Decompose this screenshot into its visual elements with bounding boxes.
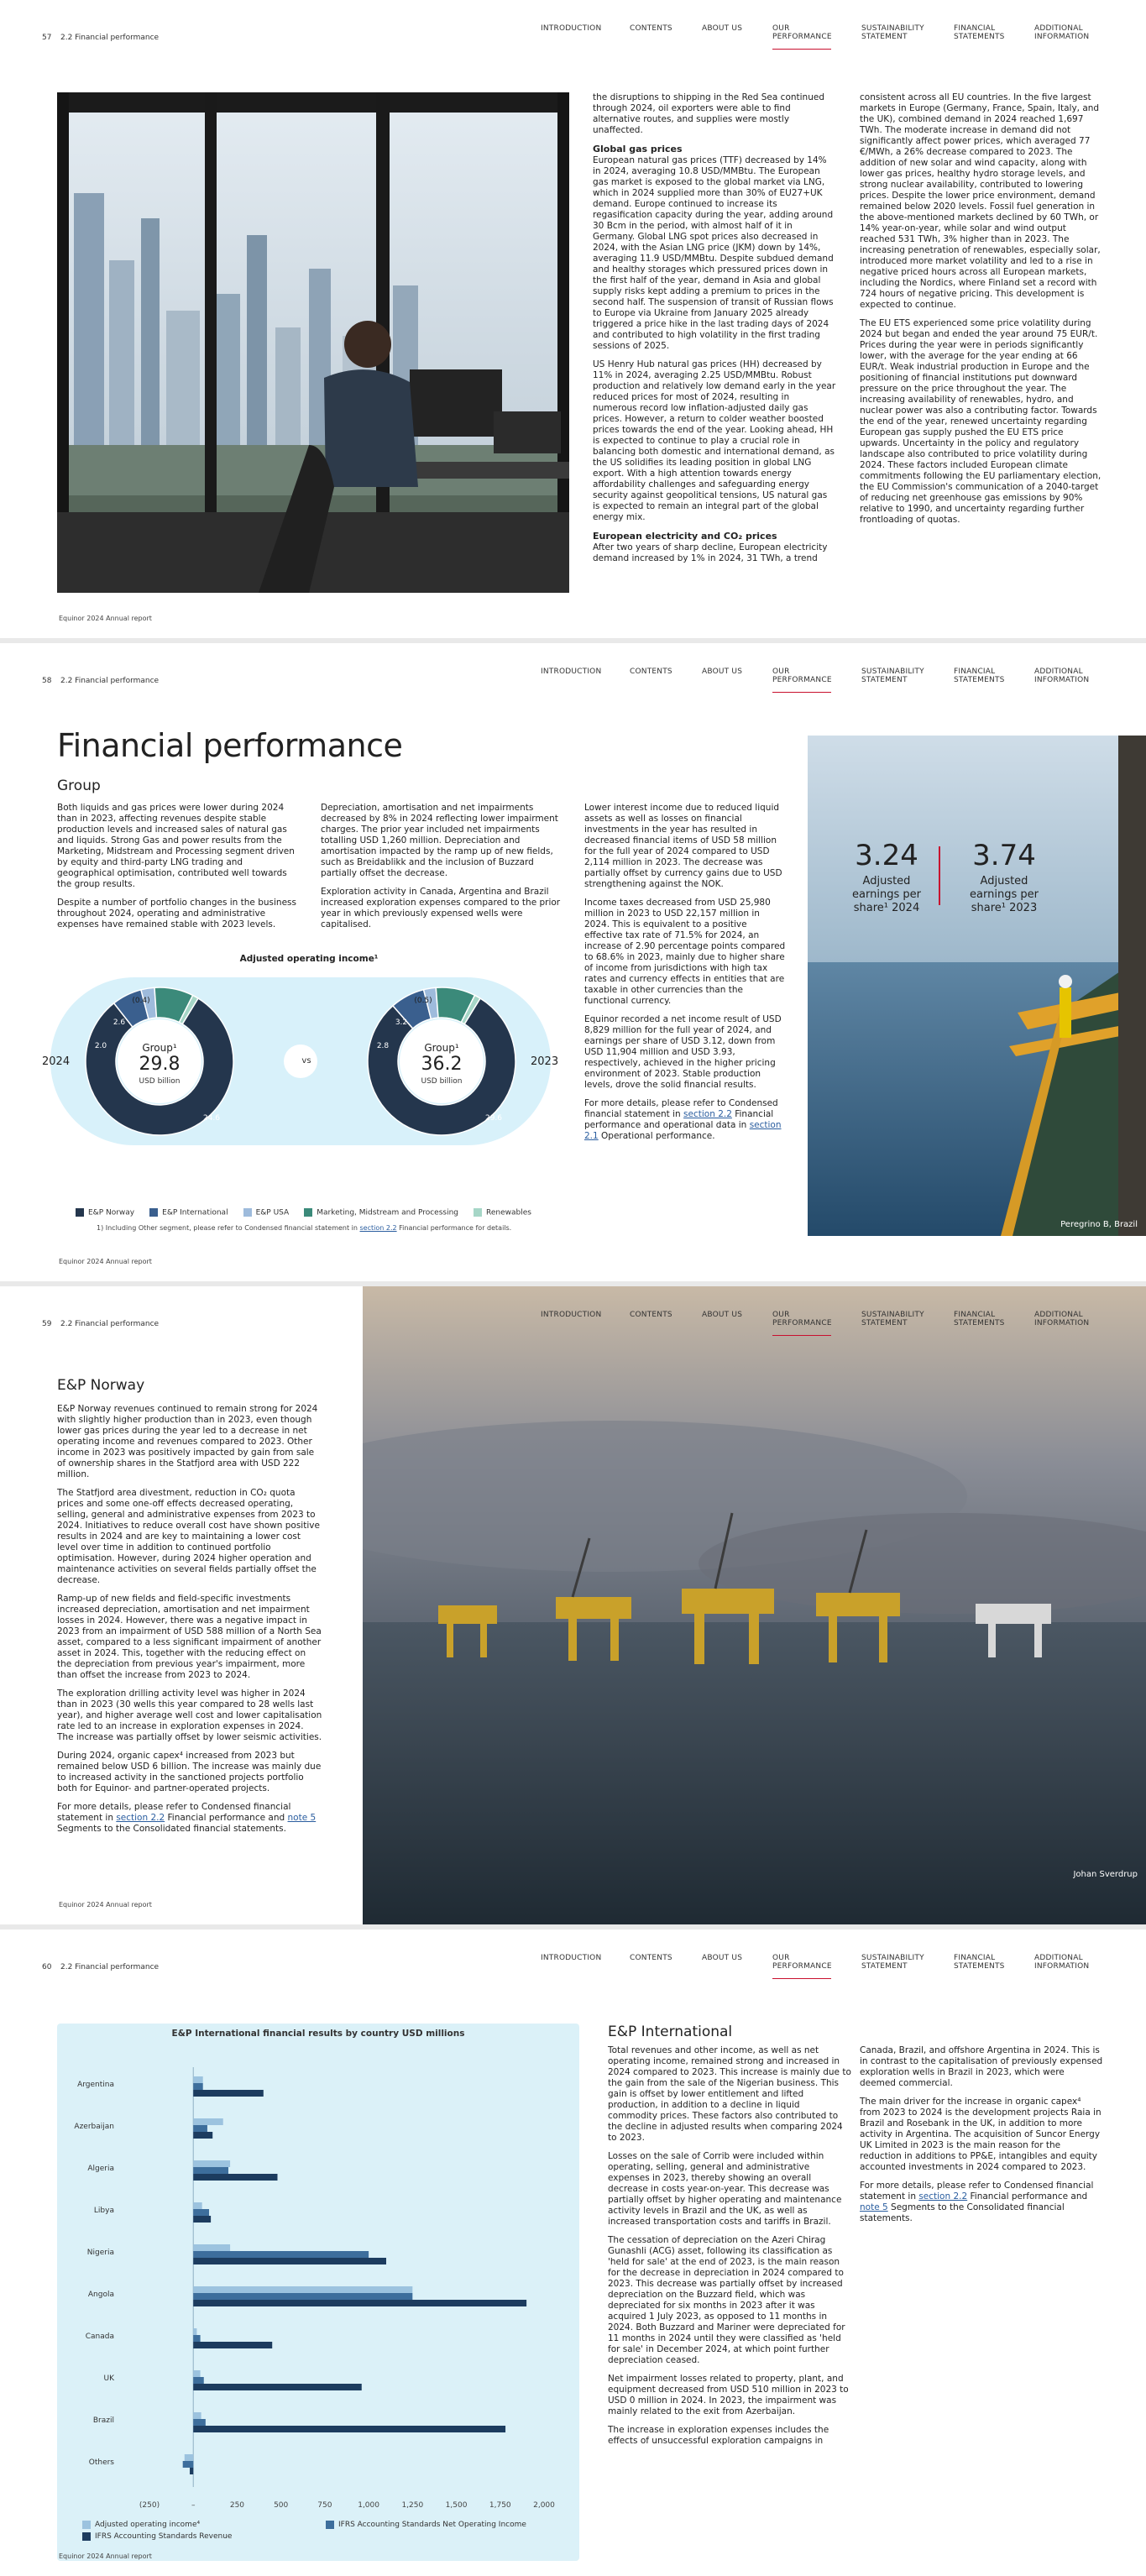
eps-2024-value: 3.24 xyxy=(855,839,918,872)
legend-label: Adjusted operating income⁴ xyxy=(95,2521,201,2529)
paragraph: Income taxes decreased from USD 25,980 million in 2023 to USD 22,157 million in 2024. This is equivalent to a positive effective tax rate of 71.5% for 2024, an increase of 2.90 percentage points compared to 68.6% in 2023, mainly due to higher share of income from jurisdictions with high tax rates and currency effects in entities that are taxable in other currencies than the functional currency. xyxy=(584,898,786,1006)
bar xyxy=(193,2209,209,2216)
section-heading: E&P International xyxy=(608,2024,733,2040)
photo-caption: Peregrino B, Brazil xyxy=(1060,1220,1138,1229)
chart-legend-right xyxy=(326,2519,526,2531)
donut-slice-label: 2.8 xyxy=(376,1042,390,1050)
x-tick-label: 1,500 xyxy=(445,2501,468,2510)
text-column-2 xyxy=(321,803,564,938)
bar xyxy=(193,2090,264,2097)
bar xyxy=(193,2244,230,2251)
nav-our-performance[interactable]: OUR PERFORMANCE xyxy=(772,1311,831,1336)
section-2-2-link[interactable]: section 2.2 xyxy=(918,2191,968,2202)
nav-contents[interactable]: CONTENTS xyxy=(630,668,672,676)
paragraph: The main driver for the increase in organic capex⁴ from 2023 to 2024 is the development projects Raia in Brazil and Rosebank in the UK, in addition to more activity in Argentina. The acquisition of Suncor Energy UK Limited in 2023 is the main reason for the reduction in additions to PP&E, intangibles and equity accounted investments in 2024 compared to 2023. xyxy=(860,2097,1102,2172)
nav-financial-statements[interactable]: FINANCIAL STATEMENTS xyxy=(954,668,1005,684)
paragraph: Losses on the sale of Corrib were included within operating, selling, general and administrative expenses in 2023, thereby showing an overall decrease in costs year-on-year. This decrease was partially offset by higher operating and maintenance activity levels in Brazil and the UK, as well as increased transportation costs and tariffs in Brazil. xyxy=(608,2151,842,2227)
page-number: 60 xyxy=(42,1963,52,1971)
paragraph: The increase in exploration expenses includes the effects of unsuccessful exploration campaigns in xyxy=(608,2425,829,2446)
page-number: 59 xyxy=(42,1320,52,1328)
nav-financial-statements[interactable]: FINANCIAL STATEMENTS xyxy=(954,1311,1005,1327)
chart-title: E&P International financial results by country USD millions xyxy=(171,2029,465,2039)
legend-swatch xyxy=(326,2521,334,2529)
x-tick-label: 750 xyxy=(317,2501,332,2510)
bar xyxy=(193,2216,211,2223)
text-column-1 xyxy=(608,2045,851,2454)
nav-contents[interactable]: CONTENTS xyxy=(630,24,672,33)
paragraph: Despite a number of portfolio changes in the business throughout 2024, operating and administrative expenses have remained stable with 2023 levels. xyxy=(57,898,296,929)
bar xyxy=(193,2174,277,2181)
paragraph: Ramp-up of new fields and field-specific investments increased depreciation, amortisation and net impairment losses in 2024. However, there was a negative impact in 2023 from an impairment of USD 588 million of a North Sea asset, compared to a less significant impairment of another asset in 2024. This, together with the reducing effect on the depreciation from previous year's impairment, more than offset the increase from 2023 to 2024. xyxy=(57,1594,322,1680)
paragraph: During 2024, organic capex⁴ increased from 2023 but remained below USD 6 billion. The increase was mainly due to increased activity in the sanctioned projects portfolio both for Equinor- and partner-operated projects. xyxy=(57,1751,322,1793)
nav-contents[interactable]: CONTENTS xyxy=(630,1954,672,1962)
bar xyxy=(193,2419,206,2426)
nav-sustainability-statement[interactable]: SUSTAINABILITY STATEMENT xyxy=(861,668,924,684)
paragraph xyxy=(584,1098,786,1142)
category-label: Libya xyxy=(93,2207,114,2215)
bar xyxy=(193,2132,212,2139)
section-breadcrumb[interactable]: 2.2 Financial performance xyxy=(60,1320,160,1328)
donut-2024 xyxy=(86,987,233,1135)
country-results-chart xyxy=(57,2024,579,2561)
paragraph: Both liquids and gas prices were lower during 2024 than in 2023, affecting revenues despite stable production levels and increased sales of natural gas and liquids. Strong Gas and power results from the Marketing, Midstream and Processing segment driven by equity and third-party LNG trading and geographical optimisation, contributed well towards the group results. xyxy=(57,803,295,889)
section-breadcrumb[interactable]: 2.2 Financial performance xyxy=(60,677,160,685)
paragraph: Equinor recorded a net income result of USD 8,829 million for the full year of 2024, and earnings per share of USD 3.12, down from USD 11,904 million and USD 3.93, respectively, achieved in the higher pricing environment of 2023. Stable production levels, drove the solid financial results. xyxy=(584,1014,782,1090)
eps-2023-label: Adjusted earnings per share¹ 2023 xyxy=(970,875,1039,914)
page-60 xyxy=(0,1929,1146,2576)
legend-item xyxy=(149,1208,228,1217)
text: 1) Including Other segment, please refer to Condensed financial statement in xyxy=(97,1224,360,1232)
paragraph: Net impairment losses related to property, plant, and equipment decreased from USD 510 million in 2023 to USD 0 million in 2024. In 2023, the impairment was mainly related to the exit from Azerbaijan. xyxy=(608,2374,849,2416)
bar xyxy=(193,2300,526,2306)
text: For more details, please refer to Condensed financial statement in xyxy=(57,1802,291,1823)
text: Segments to the Consolidated financial statements. xyxy=(57,1824,286,1834)
photo-caption: Johan Sverdrup xyxy=(1073,1870,1138,1879)
bar xyxy=(193,2258,386,2264)
paragraph: The EU ETS experienced some price volatility during 2024 but began and ended the year around 75 EUR/t. Prices during the year were in periods significantly lower, with the average for the year ending at 66 EUR/t. Weak industrial production in Europe and the positioning of financial institutions put downward pressure on the price throughout the year. The increasing availability of renewables, hydro, and nuclear power was also a contributing factor. Towards the end of the year, renewed uncertainty regarding European gas supply pushed the EU ETS price upwards. Uncertainty in the policy and regulatory landscape also contributed to price volatility during 2024. These factors included European climate commitments following the EU parliamentary election, the EU Commission's communication of a 2040-target of reducing net greenhouse gas emissions by 90% relative to 1990, and uncertainty regarding further frontloading of quotas. xyxy=(860,318,1102,525)
text: Financial performance and xyxy=(165,1813,288,1823)
donut-chart-title: Adjusted operating income¹ xyxy=(239,954,379,964)
bar xyxy=(193,2076,202,2083)
subheading-gas-prices: Global gas prices xyxy=(593,144,683,154)
paragraph: consistent across all EU countries. In the five largest markets in Europe (Germany, France, Spain, Italy, and the UK), combined demand in 2024 reached 1,697 TWh. The moderate increase in demand did not significantly affect power prices, which averaged 77 €/MWh, a 26% decrease compared to 2023. The addition of new solar and wind capacity, along with lower gas prices, healthy hydro storage levels, and strong nuclear availability, contributed to lowering prices. Despite the lower price environment, demand remained below 2020 levels. Fossil fuel generation in the above-mentioned markets declined by 60 TWh, or 14% year-on-year, while solar and wind output reached 531 TWh, 3% higher than in 2023. The increasing penetration of renewables, especially solar, introduced more market volatility and led to a rise in negative priced hours across all European markets, including the Nordics, where Finland set a record with 724 hours of negative pricing. This development is expected to continue. xyxy=(860,92,1101,310)
legend-label: Marketing, Midstream and Processing xyxy=(317,1208,459,1217)
page-59 xyxy=(0,1286,1146,1924)
eps-2024 xyxy=(838,840,935,915)
bar xyxy=(193,2118,223,2125)
legend-swatch xyxy=(82,2521,91,2529)
section-2-2-link[interactable]: section 2.2 xyxy=(116,1813,165,1823)
x-tick-label: 1,250 xyxy=(401,2501,424,2510)
nav-about-us[interactable]: ABOUT US xyxy=(702,24,743,33)
category-label: Canada xyxy=(85,2333,114,2341)
eps-2024-label: Adjusted earnings per share¹ 2024 xyxy=(852,875,921,914)
donut-slice-label: 2.6 xyxy=(113,1018,126,1027)
page-footer: Equinor 2024 Annual report xyxy=(59,1901,152,1908)
legend-label: E&P International xyxy=(162,1208,228,1217)
text: For more details, please refer to Condensed financial statement in xyxy=(584,1098,778,1119)
nav-our-performance[interactable]: OUR PERFORMANCE xyxy=(772,668,831,693)
section-breadcrumb[interactable]: 2.2 Financial performance xyxy=(60,34,160,42)
section-2-1-link[interactable]: section 2.1 xyxy=(584,1120,782,1141)
page-footer: Equinor 2024 Annual report xyxy=(59,2552,152,2560)
x-tick-label: 1,000 xyxy=(358,2501,379,2510)
chart-legend xyxy=(82,2519,232,2542)
category-label: UK xyxy=(103,2374,114,2383)
donut-slice-label: 29.6 xyxy=(484,1114,503,1123)
note-5-link[interactable]: note 5 xyxy=(287,1813,317,1823)
legend-label: E&P USA xyxy=(255,1208,290,1217)
paragraph: the disruptions to shipping in the Red Sea continued through 2024, oil exporters were able to find alternative routes, and supplies were mostly unaffected. xyxy=(593,92,824,135)
nav-additional-information[interactable]: ADDITIONAL INFORMATION xyxy=(1034,24,1090,41)
category-label: Azerbaijan xyxy=(74,2123,114,2131)
text-column-1 xyxy=(593,92,836,572)
bar xyxy=(183,2461,194,2468)
page-header xyxy=(0,0,1146,50)
paragraph: The Statfjord area divestment, reduction in CO₂ quota prices and some one-off effects decreased operating, selling, general and administrative expenses from 2023 to 2024. Initiatives to reduce overall cost have shown positive results in 2024 and are key to maintaining a lower cost level over time in addition to continued portfolio optimisation. However, during 2024 higher operation and maintenance activities on several fields partially offset the decrease. xyxy=(57,1488,320,1585)
donut-legend xyxy=(76,1208,531,1217)
donut-unit: USD billion xyxy=(139,1077,181,1086)
text: For more details, please refer to Condensed financial statement in xyxy=(860,2181,1094,2202)
legend-item xyxy=(304,1208,458,1217)
legend-swatch xyxy=(304,1208,312,1217)
x-tick-label: – xyxy=(191,2501,196,2510)
offshore-platform-photo xyxy=(808,736,1146,1236)
paragraph xyxy=(860,2181,1103,2224)
donut-slice-label: (0.4) xyxy=(132,997,150,1005)
text-column-3 xyxy=(584,803,786,1149)
paragraph: US Henry Hub natural gas prices (HH) decreased by 11% in 2024, averaging 2.25 USD/MMBtu. Robust production and relatively low demand early in the year reduced prices for most of 2024, resulting in numerous record low inflation-adjusted daily gas prices. However, a return to colder weather boosted prices towards the end of the year. Looking ahead, HH is expected to continue to play a crucial role in balancing both domestic and international demand, as the US solidifies its leading position in global LNG export. With a high attention towards energy affordability challenges and safeguarding energy security against geopolitical tensions, US natural gas is expected to remain an integral part of the global energy mix. xyxy=(593,359,836,522)
text-column-2 xyxy=(860,92,1103,533)
bar xyxy=(193,2202,201,2209)
paragraph: After two years of sharp decline, European electricity demand increased by 1% in 2024, 31 TWh, a trend xyxy=(593,542,828,563)
category-label: Argentina xyxy=(77,2081,114,2089)
legend-label: E&P Norway xyxy=(88,1208,135,1217)
bar xyxy=(193,2412,201,2419)
bar xyxy=(193,2251,369,2258)
eps-2023 xyxy=(955,840,1053,915)
nav-additional-information[interactable]: ADDITIONAL INFORMATION xyxy=(1034,1311,1090,1327)
nav-financial-statements[interactable]: FINANCIAL STATEMENTS xyxy=(954,1954,1005,1971)
bar xyxy=(193,2377,204,2384)
nav-sustainability-statement[interactable]: SUSTAINABILITY STATEMENT xyxy=(861,1311,924,1327)
legend-item xyxy=(474,1208,531,1217)
page-number: 58 xyxy=(42,677,52,685)
legend-label: IFRS Accounting Standards Revenue xyxy=(95,2532,233,2541)
legend-item xyxy=(82,2531,232,2542)
donut-center-value: 29.8 xyxy=(139,1054,181,1075)
category-label: Angola xyxy=(87,2291,114,2299)
bar xyxy=(193,2286,412,2293)
section-breadcrumb[interactable]: 2.2 Financial performance xyxy=(60,1963,160,1971)
nav-about-us[interactable]: ABOUT US xyxy=(702,1954,743,1962)
bar xyxy=(193,2328,196,2335)
donut-unit: USD billion xyxy=(421,1077,463,1086)
section-2-2-link[interactable]: section 2.2 xyxy=(683,1109,732,1119)
text: Operational performance. xyxy=(598,1131,715,1141)
category-label: Brazil xyxy=(92,2416,114,2425)
category-label: Nigeria xyxy=(86,2249,114,2257)
category-label: Algeria xyxy=(87,2165,114,2173)
eps-2023-value: 3.74 xyxy=(972,839,1036,872)
page-header xyxy=(0,1286,1146,1337)
footnote xyxy=(97,1224,511,1232)
paragraph: The cessation of depreciation on the Azeri Chirag Gunashli (ACG) asset, following its classification as 'held for sale' at the end of 2023, is the main reason for the decrease in depreciation in 2024 compared to 2023. This decrease was partially offset by increased depreciation on the Buzzard field, which was depreciated for six months in 2023 after it was acquired 1 July 2023, as opposed to 11 months in 2024. Both Buzzard and Mariner were depreciated for 11 months in 2024 until they were classified as 'held for sale' in December 2024, at which point further depreciation ceased. xyxy=(608,2235,845,2365)
legend-item xyxy=(82,2519,232,2531)
x-tick-label: 2,000 xyxy=(533,2501,555,2510)
paragraph: Lower interest income due to reduced liquid assets as well as losses on financial investments in the year has resulted in decreased financial items of USD 58 million for the full year of 2024 compared to USD 2,114 million in 2023. The decrease was partially offset by currency gains due to USD strengthening against the NOK. xyxy=(584,803,782,889)
donut-center-label: Group¹ xyxy=(142,1042,177,1054)
page-header xyxy=(0,1929,1146,1980)
paragraph: The exploration drilling activity level was higher in 2024 than in 2023 (30 wells this year compared to 28 wells last year), and higher average well cost and lower capitalisation rate led to an increase in exploration expenses in 2024. The increase was partially offset by lower seismic activities. xyxy=(57,1689,322,1742)
paragraph: Exploration activity in Canada, Argentina and Brazil increased exploration expenses compared to the prior year in which previously expensed wells were capitalised. xyxy=(321,887,561,929)
paragraph: E&P Norway revenues continued to remain strong for 2024 with slightly higher production than in 2023, even though lower gas prices during the year led to a decrease in net operating income and revenues compared to 2023. Other income in 2023 was positively impacted by gain from sale of ownership shares in the Statfjord area with USD 222 million. xyxy=(57,1404,318,1479)
legend-label: Renewables xyxy=(486,1208,531,1217)
paragraph: Total revenues and other income, as well as net operating income, remained strong and increased in 2024 compared to 2023. This increase is mainly due to the gain from the sale of the Nigerian business. This gain is offset by lower entitlement and lifted production, in addition to a decline in liquid commodity prices. These factors also contributed to the decline in adjusted results when comparing 2024 to 2023. xyxy=(608,2045,851,2143)
bar xyxy=(193,2335,200,2342)
bar xyxy=(193,2167,228,2174)
johan-sverdrup-photo xyxy=(363,1286,1146,1924)
bar-chart-svg xyxy=(57,2024,579,2561)
category-label: Others xyxy=(88,2458,114,2467)
legend-swatch xyxy=(76,1208,84,1217)
bar xyxy=(185,2454,193,2461)
note-5-link[interactable]: note 5 xyxy=(860,2202,888,2212)
paragraph xyxy=(57,1802,322,1835)
legend-swatch xyxy=(474,1208,482,1217)
page-footer: Equinor 2024 Annual report xyxy=(59,615,152,622)
text-column xyxy=(57,1404,322,1842)
year-2024-label: 2024 xyxy=(42,1055,71,1068)
donut-slice-label: 3.2 xyxy=(395,1018,408,1027)
x-tick-label: 250 xyxy=(229,2501,245,2510)
nav-introduction[interactable]: INTRODUCTION xyxy=(541,1311,602,1319)
bar xyxy=(193,2160,230,2167)
bar xyxy=(190,2468,193,2474)
legend-label: IFRS Accounting Standards Net Operating Income xyxy=(338,2521,526,2529)
nav-introduction[interactable]: INTRODUCTION xyxy=(541,24,602,33)
text: Financial performance and operational data in xyxy=(584,1109,774,1130)
x-tick-label: 500 xyxy=(274,2501,289,2510)
legend-item xyxy=(243,1208,290,1217)
nav-sustainability-statement[interactable]: SUSTAINABILITY STATEMENT xyxy=(861,24,924,41)
text: Segments to the Consolidated financial statements. xyxy=(860,2202,1065,2223)
nav-our-performance[interactable]: OUR PERFORMANCE xyxy=(772,24,831,50)
text: Financial performance for details. xyxy=(396,1224,512,1232)
nav-sustainability-statement[interactable]: SUSTAINABILITY STATEMENT xyxy=(861,1954,924,1971)
page-57 xyxy=(0,0,1146,638)
bar xyxy=(193,2083,202,2090)
page-58 xyxy=(0,643,1146,1281)
x-tick-label: 1,750 xyxy=(489,2501,511,2510)
legend-item xyxy=(326,2519,526,2531)
legend-swatch xyxy=(82,2532,91,2541)
bar xyxy=(193,2384,362,2390)
page-header xyxy=(0,643,1146,694)
eps-overlay xyxy=(808,788,1143,914)
donut-center-label: Group¹ xyxy=(424,1042,459,1054)
paragraph: European natural gas prices (TTF) decreased by 14% in 2024, averaging 10.8 USD/MMBtu. The European gas market is exposed to the global market via LNG, which in 2024 supplied more than 30% of EU27+UK demand. Europe continued to increase its regasification capacity during the year, adding around 30 Bcm in the period, with almost half of it in Germany. Global LNG spot prices also decreased in 2024, with the Asian LNG price (JKM) down by 14%, averaging 11.9 USD/MMBtu. Despite subdued demand and healthy storages which pressured prices down in the first half of the year, demand in Asia and global supply risks kept adding a premium to prices in the second half. The suspension of transit of Russian flows to Europe via Ukraine from January 2025 already triggered a price hike in the last trading days of 2024 and contributed to high volatility in the first trading sessions of 2025. xyxy=(593,155,834,351)
bar xyxy=(193,2426,505,2432)
legend-item xyxy=(76,1208,134,1217)
paragraph: Canada, Brazil, and offshore Argentina in 2024. This is in contrast to the capitalisation of previously expensed exploration wells in Brazil in 2023, which were deemed commercial. xyxy=(860,2045,1103,2088)
nav-contents[interactable]: CONTENTS xyxy=(630,1311,672,1319)
section-2-2-link[interactable]: section 2.2 xyxy=(359,1224,397,1232)
eps-divider xyxy=(939,846,940,905)
legend-swatch xyxy=(243,1208,252,1217)
nav-additional-information[interactable]: ADDITIONAL INFORMATION xyxy=(1034,1954,1090,1971)
text-column-2 xyxy=(860,2045,1103,2232)
page-footer: Equinor 2024 Annual report xyxy=(59,1258,152,1265)
nav-about-us[interactable]: ABOUT US xyxy=(702,668,743,676)
nav-financial-statements[interactable]: FINANCIAL STATEMENTS xyxy=(954,24,1005,41)
nav-our-performance[interactable]: OUR PERFORMANCE xyxy=(772,1954,831,1979)
nav-introduction[interactable]: INTRODUCTION xyxy=(541,1954,602,1962)
subheading-electricity-co2: European electricity and CO₂ prices xyxy=(593,531,777,542)
section-heading: E&P Norway xyxy=(57,1377,145,1394)
x-tick-label: (250) xyxy=(139,2501,160,2510)
nav-introduction[interactable]: INTRODUCTION xyxy=(541,668,602,676)
donut-center-value: 36.2 xyxy=(421,1054,463,1075)
bar xyxy=(193,2125,207,2132)
bar xyxy=(193,2370,200,2377)
nav-additional-information[interactable]: ADDITIONAL INFORMATION xyxy=(1034,668,1090,684)
legend-swatch xyxy=(149,1208,158,1217)
donut-slice-label: 24.6 xyxy=(202,1114,221,1123)
paragraph: Depreciation, amortisation and net impairments decreased by 8% in 2024 reflecting lower impairment charges. The prior year included net impairments totalling USD 1,260 million. Depreciation and amortisation impacted by the ramp up of new fields, such as Breidablikk and the inclusion of Buzzard partially offset the decrease. xyxy=(321,803,558,878)
vs-label: vs xyxy=(301,1056,311,1065)
bar xyxy=(193,2293,412,2300)
donut-slice-label: 2.0 xyxy=(94,1042,107,1050)
office-photo xyxy=(57,92,569,593)
donut-2023 xyxy=(368,987,515,1135)
nav-about-us[interactable]: ABOUT US xyxy=(702,1311,743,1319)
bar xyxy=(193,2342,272,2348)
text: Financial performance and xyxy=(967,2191,1088,2202)
year-2023-label: 2023 xyxy=(531,1055,559,1068)
group-heading: Group xyxy=(57,778,101,794)
donut-slice-label: (0.5) xyxy=(414,997,432,1005)
page-title: Financial performance xyxy=(57,727,403,764)
page-number: 57 xyxy=(42,34,52,42)
text-column-1 xyxy=(57,803,301,938)
